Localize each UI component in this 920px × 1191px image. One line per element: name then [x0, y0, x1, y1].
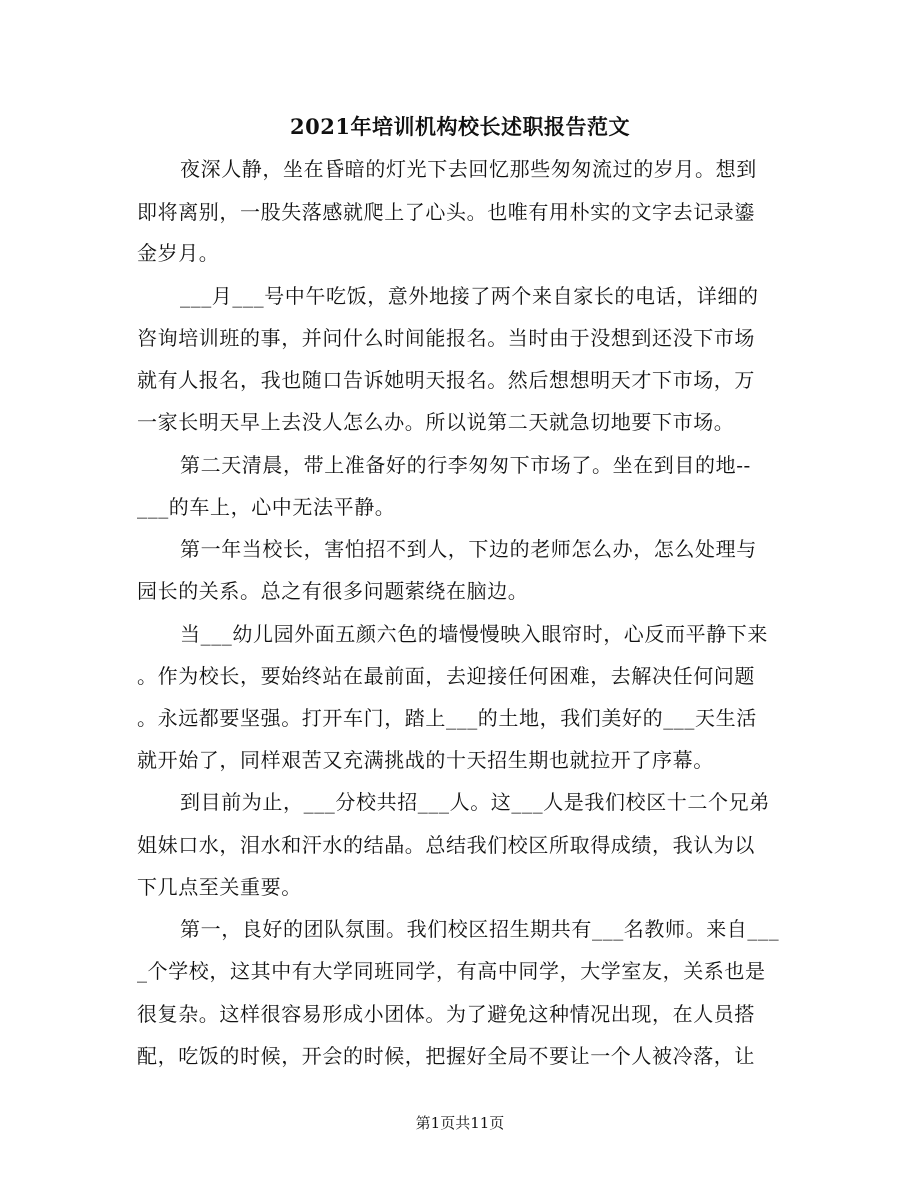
text-line: 一家长明天早上去没人怎么办。所以说第二天就急切地要下市场。: [137, 410, 735, 434]
text-line: 到目前为止，___分校共招___人。这___人是我们校区十二个兄弟: [180, 790, 770, 814]
text-line: ___月___号中午吃饭，意外地接了两个来自家长的电话，详细的: [180, 284, 759, 308]
text-line: 很复杂。这样很容易形成小团体。为了避免这种情况出现，在人员搭: [137, 1002, 755, 1026]
text-line: 第一年当校长，害怕招不到人，下边的老师怎么办，怎么处理与: [180, 537, 757, 561]
text-line: 下几点至关重要。: [137, 875, 302, 899]
text-line: 就有人报名，我也随口告诉她明天报名。然后想想明天才下市场，万: [137, 368, 755, 392]
text-line: ___的车上，心中无法平静。: [137, 495, 396, 519]
text-line: 金岁月。: [137, 241, 220, 265]
page-number: 第1页共11页: [415, 1114, 505, 1132]
text-line: 咨询培训班的事，并问什么时间能报名。当时由于没想到还没下市场: [137, 326, 755, 350]
text-line: 姐妹口水，泪水和汗水的结晶。总结我们校区所取得成绩，我认为以: [137, 833, 755, 857]
text-line: 。作为校长，要始终站在最前面，去迎接任何困难，去解决任何问题: [137, 664, 755, 688]
document-title: 2021年培训机构校长述职报告范文: [290, 114, 630, 139]
text-line: 就开始了，同样艰苦又充满挑战的十天招生期也就拉开了序幕。: [137, 748, 714, 772]
text-line: 。永远都要坚强。打开车门，踏上___的土地，我们美好的___天生活: [137, 706, 757, 730]
text-line: 夜深人静，坐在昏暗的灯光下去回忆那些匆匆流过的岁月。想到: [180, 157, 757, 181]
text-line: 配，吃饭的时候，开会的时候，把握好全局不要让一个人被冷落，让: [137, 1044, 755, 1068]
text-line: 第二天清晨，带上准备好的行李匆匆下市场了。坐在到目的地--: [180, 453, 751, 477]
text-line: 当___幼儿园外面五颜六色的墙慢慢映入眼帘时，心反而平静下来: [180, 622, 768, 646]
text-line: 第一，良好的团队氛围。我们校区招生期共有___名教师。来自___: [180, 917, 780, 941]
text-line: 园长的关系。总之有很多问题萦绕在脑边。: [137, 579, 529, 603]
text-line: 即将离别，一股失落感就爬上了心头。也唯有用朴实的文字去记录鎏: [137, 200, 755, 224]
text-line: _个学校，这其中有大学同班同学，有高中同学，大学室友，关系也是: [137, 959, 766, 983]
